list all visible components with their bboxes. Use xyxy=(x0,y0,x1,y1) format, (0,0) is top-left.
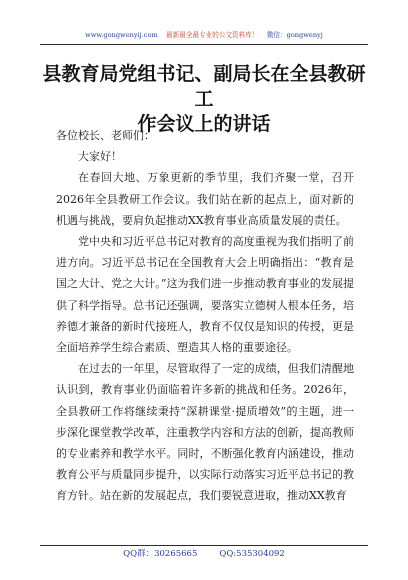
header-url[interactable]: www.gongwenyij.com xyxy=(85,31,158,39)
title-line-2: 作会议上的讲话 xyxy=(137,113,271,135)
body-paragraph: 在春回大地、万象更新的季节里，我们齐聚一堂，召开2026年全县教研工作会议。我们站在新的起点上，面对新的机遇与挑战，要肩负起推动XX教育事业高质量发展的责任。 xyxy=(56,171,354,227)
body-paragraph: 在过去的一年里，尽管取得了一定的成绩，但我们清醒地认识到，教育事业仍面临着许多新的挑战和任务。2026年，全县教研工作将继续秉持“深耕课堂·提质增效”的主题，进一步深化课堂教学改革，注重教学内容和方法的创新，提高教师的专业素养和教学水平。同时，不断强化教育内涵建设，推动教育公平与质量同步提升，以实际行动落实习近平总书记的教育方针。站在新的发展起点，我们要锐意进取，推动XX教育 xyxy=(56,362,354,503)
header-slogan: 最新最全最专业的公文资料库！ xyxy=(166,31,259,39)
title-line-1: 县教育局党组书记、副局长在全县教研工 xyxy=(42,63,366,110)
footer-divider xyxy=(40,545,368,546)
document-body xyxy=(56,125,354,507)
salutation: 各位校长、老师们： xyxy=(56,129,155,142)
header-wechat: 微信：gongwenyj xyxy=(266,31,323,39)
page-header xyxy=(0,31,408,39)
greeting: 大家好！ xyxy=(78,150,122,164)
body-paragraph: 党中央和习近平总书记对教育的高度重视为我们指明了前进方向。习近平总书记在全国教育大会上明确指出：“教育是国之大计、党之大计。”这为我们进一步推动教育事业的发展提供了科学指导。总书记还强调，要落实立德树人根本任务，培养德才兼备的新时代接班人，教育不仅仅是知识的传授，更是全面培养学生综合素质、塑造其人格的重要途径。 xyxy=(56,235,354,355)
footer-qq: QQ:535304092 xyxy=(219,549,285,559)
footer-qq-group: QQ群：30265665 xyxy=(123,549,198,559)
page-footer xyxy=(0,549,408,559)
header-divider xyxy=(40,44,368,45)
